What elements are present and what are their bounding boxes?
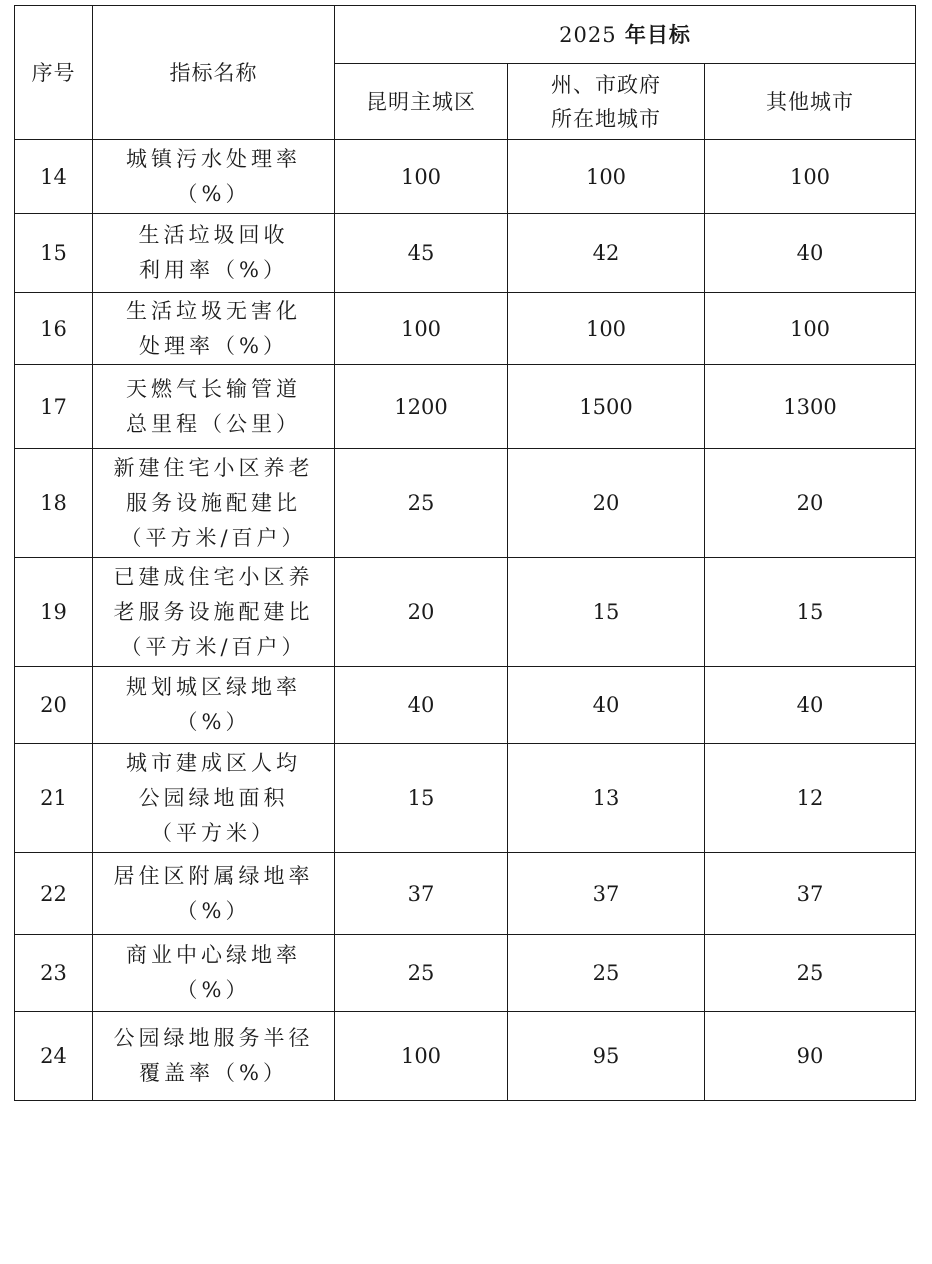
row-serial-number: 18 (15, 449, 93, 558)
indicator-name-line: 处理率（%） (139, 333, 288, 358)
row-serial-number: 22 (15, 853, 93, 935)
row-serial-number: 16 (15, 293, 93, 365)
row-value-kunming-main-city: 20 (335, 558, 508, 667)
row-value-kunming-main-city: 1200 (335, 365, 508, 449)
row-indicator-name (93, 744, 335, 853)
indicator-name-line: 城镇污水处理率（%） (126, 146, 301, 206)
table-row (15, 667, 916, 744)
row-indicator-name (93, 1012, 335, 1101)
row-serial-number: 21 (15, 744, 93, 853)
table-row (15, 140, 916, 214)
row-serial-number: 15 (15, 214, 93, 293)
row-indicator-name (93, 558, 335, 667)
row-value-prefecture-city: 95 (508, 1012, 705, 1101)
row-serial-number: 23 (15, 935, 93, 1012)
target-label: 年目标 (616, 22, 691, 47)
row-value-kunming-main-city: 100 (335, 1012, 508, 1101)
row-value-other-cities: 20 (705, 449, 916, 558)
header-other-cities (705, 64, 916, 140)
indicator-name-line: 生活垃圾回收 (138, 223, 289, 247)
header-prefecture-city (508, 64, 705, 140)
row-indicator-name (93, 449, 335, 558)
target-year: 2025 (559, 22, 617, 47)
row-value-prefecture-city: 15 (508, 558, 705, 667)
row-value-other-cities: 90 (705, 1012, 916, 1101)
row-indicator-name (93, 214, 335, 293)
indicator-name-line: 新建住宅小区养老 (113, 455, 314, 480)
table-row (15, 365, 916, 449)
indicator-name-line: （平方米） (151, 820, 276, 845)
indicator-name-line: 规划城区绿地率（%） (126, 675, 301, 734)
table-row (15, 744, 916, 853)
row-value-other-cities: 25 (705, 935, 916, 1012)
indicator-name-line: 覆盖率（%） (139, 1061, 288, 1085)
row-value-other-cities: 15 (705, 558, 916, 667)
row-value-other-cities: 12 (705, 744, 916, 853)
header-kunming-main-city (335, 64, 508, 140)
row-value-kunming-main-city: 100 (335, 140, 508, 214)
table-header (15, 6, 916, 140)
indicator-name-line: 利用率（%） (139, 258, 288, 282)
table-row (15, 449, 916, 558)
row-value-kunming-main-city: 37 (335, 853, 508, 935)
table-row (15, 214, 916, 293)
indicator-name-line: （平方米/百户） (120, 525, 307, 550)
targets-table (14, 5, 916, 1101)
row-indicator-name (93, 853, 335, 935)
row-value-prefecture-city: 100 (508, 293, 705, 365)
row-value-kunming-main-city: 25 (335, 449, 508, 558)
row-value-prefecture-city: 100 (508, 140, 705, 214)
row-indicator-name (93, 293, 335, 365)
header-line: 州、市政府 (551, 72, 661, 97)
row-indicator-name (93, 667, 335, 744)
row-value-other-cities: 100 (705, 293, 916, 365)
row-serial-number: 17 (15, 365, 93, 449)
row-serial-number: 20 (15, 667, 93, 744)
row-serial-number: 24 (15, 1012, 93, 1101)
header-target-2025 (335, 6, 916, 64)
header-line: 昆明主城区 (366, 89, 476, 114)
row-indicator-name (93, 365, 335, 449)
table-row (15, 935, 916, 1012)
indicator-name-line: 居住区附属绿地率（%） (113, 863, 314, 923)
row-value-prefecture-city: 37 (508, 853, 705, 935)
row-value-other-cities: 100 (705, 140, 916, 214)
indicator-name-line: 公园绿地服务半径 (113, 1026, 314, 1050)
indicator-name-line: 生活垃圾无害化 (126, 298, 301, 323)
table-body (15, 140, 916, 1101)
row-value-prefecture-city: 20 (508, 449, 705, 558)
row-value-prefecture-city: 40 (508, 667, 705, 744)
row-value-other-cities: 37 (705, 853, 916, 935)
indicator-name-line: 天燃气长输管道 (126, 376, 301, 401)
row-value-kunming-main-city: 100 (335, 293, 508, 365)
row-value-prefecture-city: 42 (508, 214, 705, 293)
indicator-name-line: （平方米/百户） (120, 634, 307, 659)
table-row (15, 1012, 916, 1101)
indicator-name-line: 总里程（公里） (126, 411, 301, 436)
row-serial-number: 19 (15, 558, 93, 667)
indicator-name-line: 商业中心绿地率（%） (126, 943, 301, 1002)
header-serial-number: 序号 (15, 6, 93, 140)
row-value-kunming-main-city: 15 (335, 744, 508, 853)
row-indicator-name (93, 935, 335, 1012)
row-indicator-name (93, 140, 335, 214)
table-row (15, 558, 916, 667)
indicator-name-line: 公园绿地面积 (138, 785, 289, 810)
row-serial-number: 14 (15, 140, 93, 214)
row-value-kunming-main-city: 45 (335, 214, 508, 293)
row-value-kunming-main-city: 40 (335, 667, 508, 744)
row-value-other-cities: 40 (705, 667, 916, 744)
row-value-prefecture-city: 1500 (508, 365, 705, 449)
row-value-kunming-main-city: 25 (335, 935, 508, 1012)
indicator-name-line: 服务设施配建比 (126, 490, 301, 515)
table-row (15, 293, 916, 365)
indicator-name-line: 老服务设施配建比 (113, 599, 314, 624)
header-indicator-name: 指标名称 (93, 6, 335, 140)
header-line: 其他城市 (766, 89, 854, 114)
row-value-prefecture-city: 25 (508, 935, 705, 1012)
indicator-name-line: 已建成住宅小区养 (113, 564, 314, 589)
row-value-other-cities: 40 (705, 214, 916, 293)
indicator-name-line: 城市建成区人均 (126, 750, 301, 775)
header-line: 所在地城市 (551, 106, 661, 131)
row-value-prefecture-city: 13 (508, 744, 705, 853)
row-value-other-cities: 1300 (705, 365, 916, 449)
table-row (15, 853, 916, 935)
